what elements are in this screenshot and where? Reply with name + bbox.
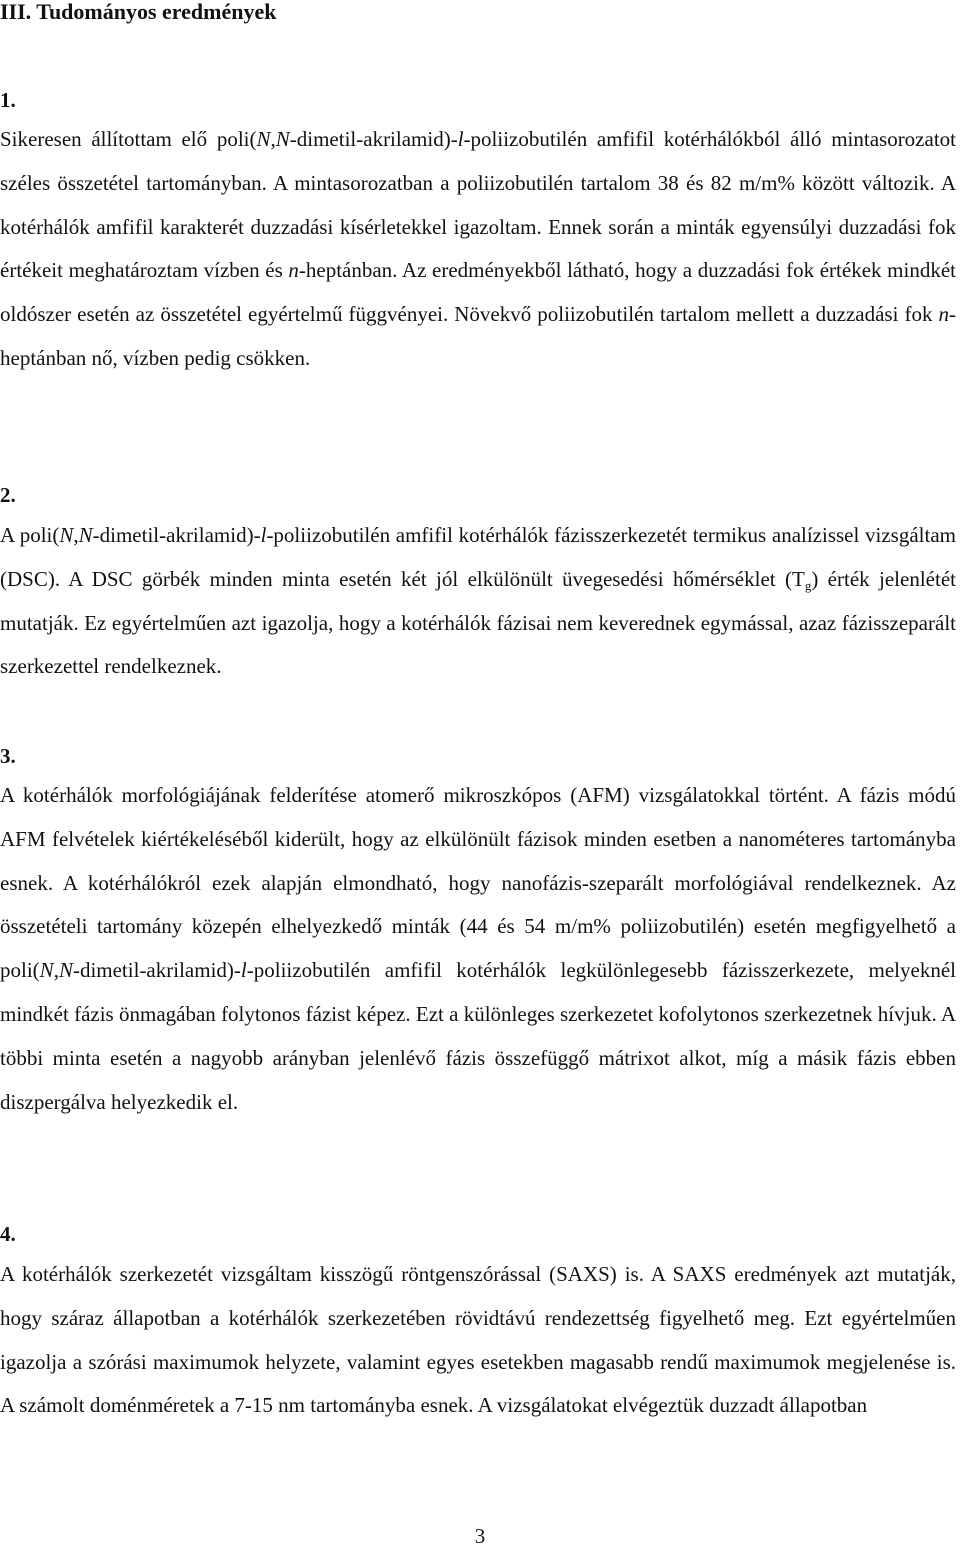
text-run: A kotérhálók szerkezetét vizsgáltam kisszögű röntgenszórással (SAXS) is. A SAXS eredmények azt mutatják, hogy száraz állapotban a kotérhálók szerkezetében rövidtávú rendezettség figyelhető meg. Ezt egyértelműen igazolja a szórási maximumok helyzete, valamint egyes esetekben magasabb rendű maximumok megjelenése is. A számolt doménméretek a 7-15 nm tartományba esnek. A vizsgálatokat elvégeztük duzzadt állapotban — [0, 1262, 956, 1418]
section-2-number: 2. — [0, 483, 16, 507]
text-run: N — [256, 127, 271, 151]
text-run: l — [260, 523, 267, 547]
text-run: l — [457, 127, 464, 151]
section-3-number: 3. — [0, 744, 16, 768]
text-run: N — [39, 958, 54, 983]
section-1-number: 1. — [0, 88, 16, 112]
text-run: n — [938, 302, 949, 327]
section-3-paragraph — [0, 774, 956, 1124]
text-run: , — [53, 958, 59, 983]
text-run: l — [240, 958, 247, 983]
section-4-paragraph — [0, 1253, 956, 1428]
page-number: 3 — [474, 1524, 486, 1548]
text-run: , — [270, 127, 276, 151]
text-run: N — [59, 523, 74, 547]
text-run: g — [804, 577, 812, 593]
text-run: -poliizobutilén amfifil kotérhálókból álló mintasorozatot széles összetétel tartományban. A mintasorozatban a poliizobutilén tartalom 38 és 82 m/m% között változik. A kotérhálók amfifil karakterét duzzadási kísérletekkel igazoltam. Ennek során a minták egyensúlyi duzzadási fok értékeit meghatároztam vízben és — [0, 127, 956, 283]
section-2-paragraph — [0, 514, 956, 689]
text-run: N — [275, 127, 290, 151]
text-run: A kotérhálók morfológiájának felderítése atomerő mikroszkópos (AFM) vizsgálatokkal történt. A fázis módú AFM felvételek kiértékeléséből kiderült, hogy az elkülönült fázisok minden esetben a nanométeres tartományba esnek. A kotérhálókról ezek alapján elmondható, hogy nanofázis-szeparált morfológiával rendelkeznek. Az összetételi tartomány közepén elhelyezkedő minták (44 és 54 m/m% poliizobutilén) esetén megfigyelhető a poli( — [0, 783, 956, 983]
text-run: N — [58, 958, 73, 983]
text-run: A poli( — [0, 523, 60, 547]
text-run: -poliizobutilén amfifil kotérhálók legkülönlegesebb fázisszerkezete, melyeknél mindkét fázis önmagában folytonos fázist képez. Ezt a különleges szerkezetet kofolytonos szerkezetnek hívjuk. A többi minta esetén a nagyobb arányban jelenlévő fázis összefüggő mátrixot alkot, míg a másik fázis ebben diszpergálva helyezkedik el. — [0, 958, 956, 1114]
text-run: Sikeresen állítottam elő poli( — [0, 127, 257, 151]
section-4-number: 4. — [0, 1222, 16, 1246]
text-run: -heptánban. Az eredményekből látható, hogy a duzzadási fok értékek mindkét oldószer esetén az összetétel egyértelmű függvényei. Növekvő poliizobutilén tartalom mellett a duzzadási fok — [0, 258, 956, 327]
text-run: n — [288, 258, 299, 283]
text-run: -dimetil-akrilamid)- — [92, 523, 261, 547]
text-run: -dimetil-akrilamid)- — [289, 127, 458, 151]
section-1-paragraph — [0, 118, 956, 381]
text-run: -poliizobutilén amfifil kotérhálók fázisszerkezetét termikus analízissel vizsgáltam (DSC). A DSC görbék minden minta esetén két jól elkülönült üvegesedési hőmérséklet (T — [0, 523, 956, 591]
page-title: III. Tudományos eredmények — [0, 0, 277, 24]
text-run: N — [78, 523, 93, 547]
text-run: , — [73, 523, 79, 547]
text-run: ) érték jelenlétét mutatják. Ez egyértelműen azt igazolja, hogy a kotérhálók fázisai nem keverednek egymással, azaz fázisszeparált szerkezettel rendelkeznek. — [0, 566, 956, 679]
text-run: -dimetil-akrilamid)- — [72, 958, 241, 983]
text-run: -heptánban nő, vízben pedig csökken. — [0, 302, 956, 370]
